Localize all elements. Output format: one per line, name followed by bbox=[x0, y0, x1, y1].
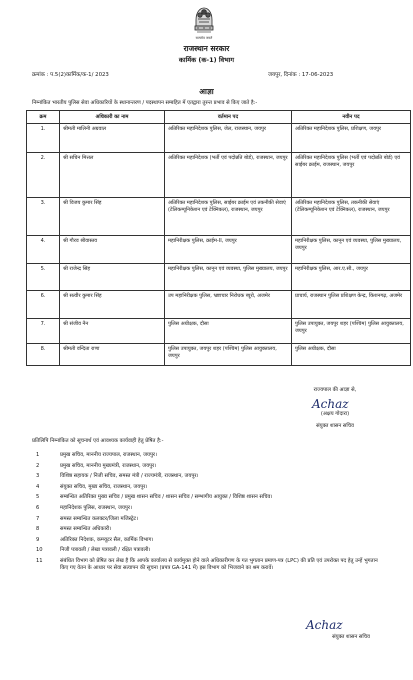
row-officer-name: श्री संजीव नैन bbox=[60, 319, 165, 344]
list-text: संयुक्त सचिव, मुख्य सचिव, राजस्थान, जयपुर। bbox=[60, 483, 148, 490]
list-item bbox=[36, 452, 386, 463]
row-officer-name: श्री विजय कुमार सिंह bbox=[60, 198, 165, 236]
row-current-post: पुलिस उपायुक्त, जयपुर शहर (पश्चिम) पुलिस आयुक्तालय, जयपुर bbox=[165, 344, 292, 366]
row-new-post: पुलिस उपायुक्त, जयपुर शहर (पश्चिम) पुलिस आयुक्तालय, जयपुर bbox=[292, 319, 411, 344]
list-item bbox=[36, 473, 386, 484]
list-text: समस्त सम्बन्धित अधिकारी। bbox=[60, 526, 112, 533]
transfer-table bbox=[26, 110, 411, 366]
list-item bbox=[36, 463, 386, 474]
list-number: 5 bbox=[36, 494, 40, 501]
list-text: अतिरिक्त निदेशक, कम्प्यूटर सैल, कार्मिक विभाग। bbox=[60, 536, 154, 543]
list-number: 8 bbox=[36, 526, 40, 533]
list-number: 11 bbox=[36, 557, 43, 564]
list-item bbox=[36, 537, 386, 548]
list-text: प्रमुख सचिव, माननीय राज्यपाल, राजस्थान, जयपुर। bbox=[60, 452, 157, 458]
list-number: 9 bbox=[36, 536, 40, 543]
national-emblem-icon bbox=[191, 4, 217, 42]
list-text: संबंधित विभाग को प्रेषित कर लेख है कि आपके कार्यालय से कार्यमुक्त होने वाले अधिकारीगण के गत भुगतान प्रमाण-पत्र (LPC) की प्रति एवं उपरोक्त पद हेतु उन्हें भुगतान किए गए वेतन के आधार पर सेवा सत्यापन की सूचना (प्रपत्र GA-141 में) इस विभाग को भिजवाने का श्रम करावें। bbox=[60, 557, 378, 571]
intro-text: निम्नांकित भारतीय पुलिस सेवा अधिकारियों के स्थानान्तरण / पदस्थापन सम्बहित में एतद्वारा तुरन्त प्रभाव से किए जाते है:- bbox=[32, 100, 258, 106]
row-officer-name: श्री राजेन्द्र सिंह bbox=[60, 264, 165, 291]
list-item bbox=[36, 547, 386, 558]
list-item bbox=[36, 494, 386, 505]
row-serial: 8. bbox=[27, 344, 60, 366]
copy-to-list bbox=[36, 452, 386, 586]
reference-date: जयपुर, दिनांक : 17-06-2023 bbox=[268, 72, 334, 78]
list-text: महानिदेशक पुलिस, राजस्थान, जयपुर। bbox=[60, 504, 132, 511]
list-item bbox=[36, 505, 386, 516]
copy-to-intro: प्रतिलिपि निम्नांकित को सूचनार्थ एवं आवश्यक कार्यवाही हेतु प्रेषित है:- bbox=[32, 438, 164, 444]
signatory-designation: संयुक्त शासन सचिव bbox=[316, 423, 354, 429]
list-item bbox=[36, 516, 386, 527]
row-officer-name: श्री सत्वीर कुमार सिंह bbox=[60, 291, 165, 319]
table-row bbox=[27, 344, 411, 366]
row-new-post: महानिरीक्षक पुलिस, कानून एवं व्यवस्था, पुलिस मुख्यालय, जयपुर bbox=[292, 236, 411, 264]
svg-text:सत्यमेव जयते: सत्यमेव जयते bbox=[195, 36, 213, 40]
list-item bbox=[36, 558, 386, 586]
table-row bbox=[27, 236, 411, 264]
row-serial: 5. bbox=[27, 264, 60, 291]
header-new-post: नवीन पद bbox=[292, 111, 411, 124]
row-serial: 3. bbox=[27, 198, 60, 236]
row-current-post: अतिरिक्त महानिदेशक पुलिस, साईबर क्राईम एवं तकनीकी सेवाएं (टेलिकम्यूनिकेशन एवं टेक्निकल), राजस्थान, जयपुर bbox=[165, 198, 292, 236]
row-new-post: प्राचार्य, राजस्थान पुलिस प्रशिक्षण केन्द्र, किशनगढ़, अजमेर bbox=[292, 291, 411, 319]
list-number: 10 bbox=[36, 547, 43, 554]
table-row bbox=[27, 153, 411, 198]
list-number: 1 bbox=[36, 452, 40, 458]
order-authority-line: राज्यपाल की आज्ञा से, bbox=[313, 387, 357, 393]
department-title: कार्मिक (क-1) विभाग bbox=[178, 56, 235, 64]
table-header-row bbox=[27, 111, 411, 124]
row-new-post: अतिरिक्त महानिदेशक पुलिस, तकनीकी सेवाएं (टेलिकम्यूनिकेशन एवं टेक्निकल), राजस्थान, जयपुर bbox=[292, 198, 411, 236]
table-row bbox=[27, 319, 411, 344]
row-serial: 1. bbox=[27, 124, 60, 153]
handwritten-signature: Achaz bbox=[312, 397, 349, 411]
row-new-post: अतिरिक्त महानिदेशक पुलिस (भर्ती एवं पदोन्नति बोर्ड) एवं साईबर क्राईम, राजस्थान, जयपुर bbox=[292, 153, 411, 198]
row-officer-name: श्री सचिन मित्तल bbox=[60, 153, 165, 198]
reference-number: क्रमांक : प.5(2)कार्मिक/क-1/ 2023 bbox=[32, 72, 109, 78]
header-serial: क्रम bbox=[27, 111, 60, 124]
table-row bbox=[27, 291, 411, 319]
row-officer-name: श्रीमती वन्दिता राणा bbox=[60, 344, 165, 366]
signatory-name: (अक्षय गोदारा) bbox=[320, 411, 350, 417]
table-row bbox=[27, 124, 411, 153]
list-number: 4 bbox=[36, 483, 40, 490]
table-row bbox=[27, 198, 411, 236]
order-title: आज्ञा bbox=[199, 87, 214, 96]
row-current-post: महानिरीक्षक पुलिस, क्राईम-II, जयपुर bbox=[165, 236, 292, 264]
row-current-post: उप महानिरीक्षक पुलिस, भ्रष्टाचार निरोधक ब्यूरो, अजमेर bbox=[165, 291, 292, 319]
table-row bbox=[27, 264, 411, 291]
list-text: सम्बन्धित अतिरिक्त मुख्य सचिव / प्रमुख शासन सचिव / शासन सचिव / सम्भागीय आयुक्त / विशिष्ठ शासन सचिव। bbox=[60, 494, 273, 501]
row-current-post: महानिरीक्षक पुलिस, कानून एवं व्यवस्था, पुलिस मुख्यालय, जयपुर bbox=[165, 264, 292, 291]
list-number: 2 bbox=[36, 462, 40, 469]
row-new-post: पुलिस अधीक्षक, दौसा bbox=[292, 344, 411, 366]
list-item bbox=[36, 484, 386, 495]
list-text: समस्त सम्बन्धित कलक्टर/जिला मजिस्ट्रेट। bbox=[60, 515, 138, 522]
footer-handwritten-signature: Achaz bbox=[306, 618, 343, 632]
list-number: 6 bbox=[36, 504, 40, 511]
row-new-post: अतिरिक्त महानिदेशक पुलिस, प्रशिक्षण, जयपुर bbox=[292, 124, 411, 153]
row-current-post: अतिरिक्त महानिदेशक (भर्ती एवं पदोन्नति बोर्ड), राजस्थान, जयपुर bbox=[165, 153, 292, 198]
row-serial: 7. bbox=[27, 319, 60, 344]
list-text: निजी पत्रावली / लेखा पत्रावली / रक्षित पत्रावली। bbox=[60, 547, 151, 554]
list-number: 7 bbox=[36, 515, 40, 522]
list-text: प्रमुख सचिव, माननीय मुख्यमंत्री, राजस्थान, जयपुर। bbox=[60, 462, 157, 469]
list-number: 3 bbox=[36, 473, 40, 480]
row-serial: 4. bbox=[27, 236, 60, 264]
header-officer-name: अधिकारी का नाम bbox=[60, 111, 165, 124]
header-current-post: वर्तमान पद bbox=[165, 111, 292, 124]
row-officer-name: श्री गौरव श्रीवास्तव bbox=[60, 236, 165, 264]
row-current-post: पुलिस अधीक्षक, दौसा bbox=[165, 319, 292, 344]
list-item bbox=[36, 526, 386, 537]
government-title: राजस्थान सरकार bbox=[183, 44, 230, 53]
list-text: विशिष्ठ सहायक / निजी सचिव, समस्त मंत्री / राज्यमंत्री, राजस्थान, जयपुर। bbox=[60, 473, 199, 480]
row-officer-name: श्रीमती मालिनी अग्रवाल bbox=[60, 124, 165, 153]
footer-designation: संयुक्त शासन सचिव bbox=[332, 634, 370, 640]
row-new-post: महानिरीक्षक पुलिस, आर.ए.सी., जयपुर bbox=[292, 264, 411, 291]
row-serial: 2. bbox=[27, 153, 60, 198]
row-serial: 6. bbox=[27, 291, 60, 319]
row-current-post: अतिरिक्त महानिदेशक पुलिस, जेल, राजस्थान, जयपुर bbox=[165, 124, 292, 153]
